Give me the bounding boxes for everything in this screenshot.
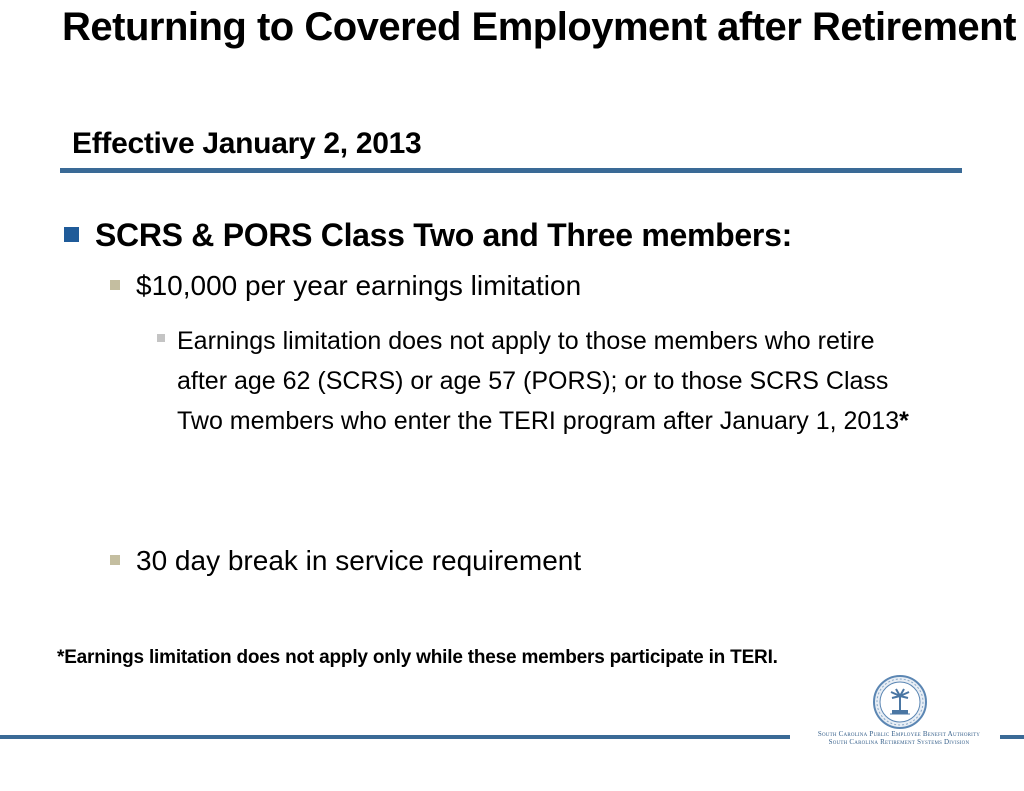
footer-divider-left [0, 735, 790, 739]
bullet-level1 [64, 214, 792, 256]
bullet-level1-text: SCRS & PORS Class Two and Three members: [95, 217, 792, 253]
slide-title: Returning to Covered Employment after Retirement [62, 5, 1016, 49]
footnote-mark: * [899, 407, 909, 435]
slide-subtitle: Effective January 2, 2013 [72, 127, 422, 160]
bullet-level2-earnings [110, 268, 581, 304]
bullet-level2-earnings-text: $10,000 per year earnings limitation [136, 270, 582, 301]
bullet-level2-break [110, 543, 581, 579]
organization-line1: South Carolina Public Employee Benefit Authority [817, 730, 981, 738]
title-divider [60, 168, 962, 173]
organization-line2: South Carolina Retirement Systems Division [828, 738, 970, 746]
bullet-level3-exception [157, 321, 917, 441]
palmetto-seal-icon [872, 674, 928, 730]
footer-divider-right [1000, 735, 1024, 739]
square-bullet-icon [64, 227, 79, 242]
footnote: *Earnings limitation does not apply only while these members participate in TERI. [57, 647, 778, 668]
square-bullet-icon [110, 555, 120, 565]
square-bullet-icon [110, 280, 120, 290]
bullet-level2-break-text: 30 day break in service requirement [136, 545, 582, 576]
bullet-level3-body: Earnings limitation does not apply to those members who retire after age 62 (SCRS) or age 57 (PORS); or to those SCRS Class Two members who enter the TERI program after January 1, 2013 [177, 327, 900, 435]
organization-name [798, 730, 1000, 746]
bullet-level3-text [177, 321, 912, 441]
square-bullet-icon [157, 334, 165, 342]
